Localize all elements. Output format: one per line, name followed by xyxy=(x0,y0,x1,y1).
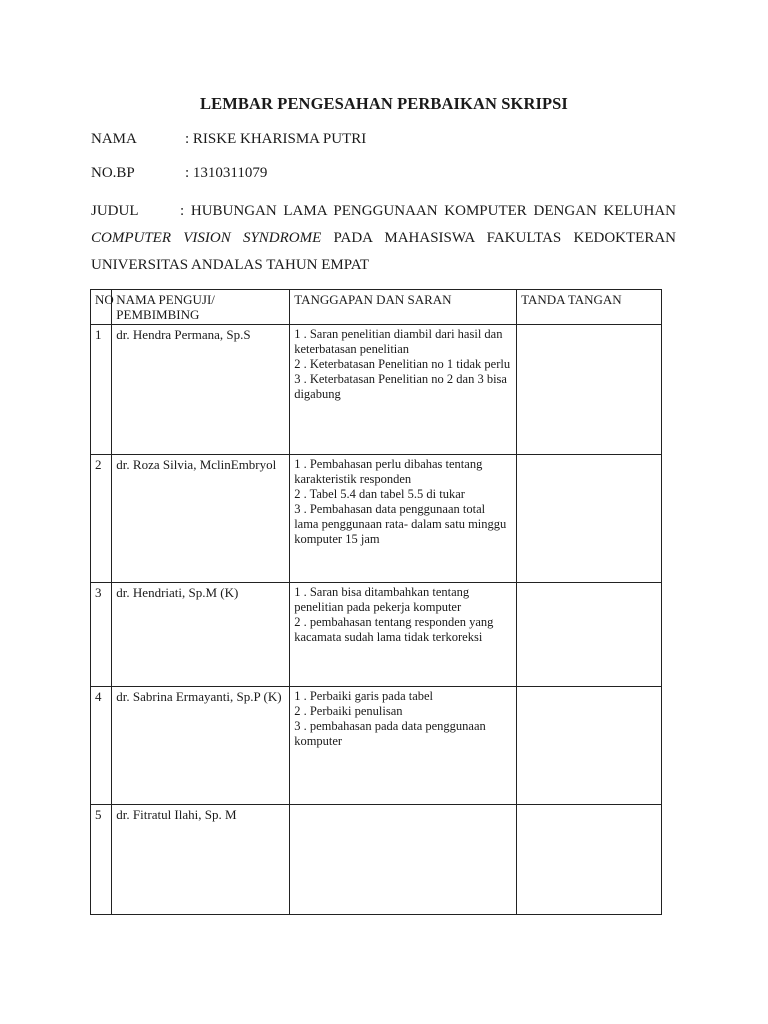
nama-row xyxy=(91,131,367,148)
response-item: 2 . pembahasan tentang responden yang kacamata sudah lama tidak terkoreksi xyxy=(294,615,494,644)
signature-cell xyxy=(517,687,662,805)
examiner-name: dr. Hendra Permana, Sp.S xyxy=(112,325,290,455)
revision-table xyxy=(90,289,662,915)
table-row xyxy=(91,583,662,687)
table-row xyxy=(91,805,662,915)
response-item: 1 . Pembahasan perlu dibahas tentang karakteristik responden xyxy=(294,457,483,486)
response-item: 1 . Perbaiki garis pada tabel xyxy=(294,689,434,703)
examiner-name: dr. Hendriati, Sp.M (K) xyxy=(112,583,290,687)
nobp-row xyxy=(91,165,268,182)
document-title: LEMBAR PENGESAHAN PERBAIKAN SKRIPSI xyxy=(200,94,568,113)
examiner-name: dr. Fitratul Ilahi, Sp. M xyxy=(112,805,290,915)
response-cell xyxy=(290,455,517,583)
response-item: 3 . Pembahasan data penggunaan total lama penggunaan rata- dalam satu minggu komputer 15 jam xyxy=(294,502,507,546)
response-item: 3 . pembahasan pada data penggunaan komputer xyxy=(294,719,486,748)
nobp-value: : 1310311079 xyxy=(185,165,268,181)
judul-italic: COMPUTER VISION SYNDROME xyxy=(91,230,322,246)
row-number: 5 xyxy=(91,805,112,915)
signature-cell xyxy=(517,583,662,687)
signature-cell xyxy=(517,325,662,455)
judul-block xyxy=(91,198,676,279)
row-number: 3 xyxy=(91,583,112,687)
response-cell xyxy=(290,687,517,805)
table-row xyxy=(91,687,662,805)
response-item: 2 . Tabel 5.4 dan tabel 5.5 di tukar xyxy=(294,487,465,501)
row-number: 4 xyxy=(91,687,112,805)
header-signature: TANDA TANGAN xyxy=(517,290,662,325)
header-name: NAMA PENGUJI/ PEMBIMBING xyxy=(112,290,290,325)
examiner-name: dr. Sabrina Ermayanti, Sp.P (K) xyxy=(112,687,290,805)
response-item: 3 . Keterbatasan Penelitian no 2 dan 3 bisa digabung xyxy=(294,372,507,401)
response-cell xyxy=(290,325,517,455)
response-item: 2 . Perbaiki penulisan xyxy=(294,704,403,718)
response-item: 2 . Keterbatasan Penelitian no 1 tidak perlu xyxy=(294,357,511,371)
row-number: 2 xyxy=(91,455,112,583)
nama-label: NAMA xyxy=(91,131,137,147)
table-row xyxy=(91,455,662,583)
row-number: 1 xyxy=(91,325,112,455)
nama-value: : RISKE KHARISMA PUTRI xyxy=(185,131,367,147)
table-header-row xyxy=(91,290,662,325)
signature-cell xyxy=(517,805,662,915)
response-cell xyxy=(290,583,517,687)
signature-cell xyxy=(517,455,662,583)
response-cell xyxy=(290,805,517,915)
response-item: 1 . Saran bisa ditambahkan tentang penelitian pada pekerja komputer xyxy=(294,585,470,614)
judul-value-line1: : HUBUNGAN LAMA PENGGUNAAN KOMPUTER DENGAN KELUHAN xyxy=(180,203,676,219)
nobp-label: NO.BP xyxy=(91,165,135,181)
header-response: TANGGAPAN DAN SARAN xyxy=(290,290,517,325)
table-row xyxy=(91,325,662,455)
table-body xyxy=(91,325,662,915)
response-item: 1 . Saran penelitian diambil dari hasil dan keterbatasan penelitian xyxy=(294,327,503,356)
header-no: NO xyxy=(91,290,112,325)
judul-value-line2: PADA MAHASISWA FAKULTAS KEDOKTERAN UNIVERSITAS ANDALAS TAHUN EMPAT xyxy=(91,230,676,273)
examiner-name: dr. Roza Silvia, MclinEmbryol xyxy=(112,455,290,583)
judul-label: JUDUL xyxy=(91,203,139,219)
